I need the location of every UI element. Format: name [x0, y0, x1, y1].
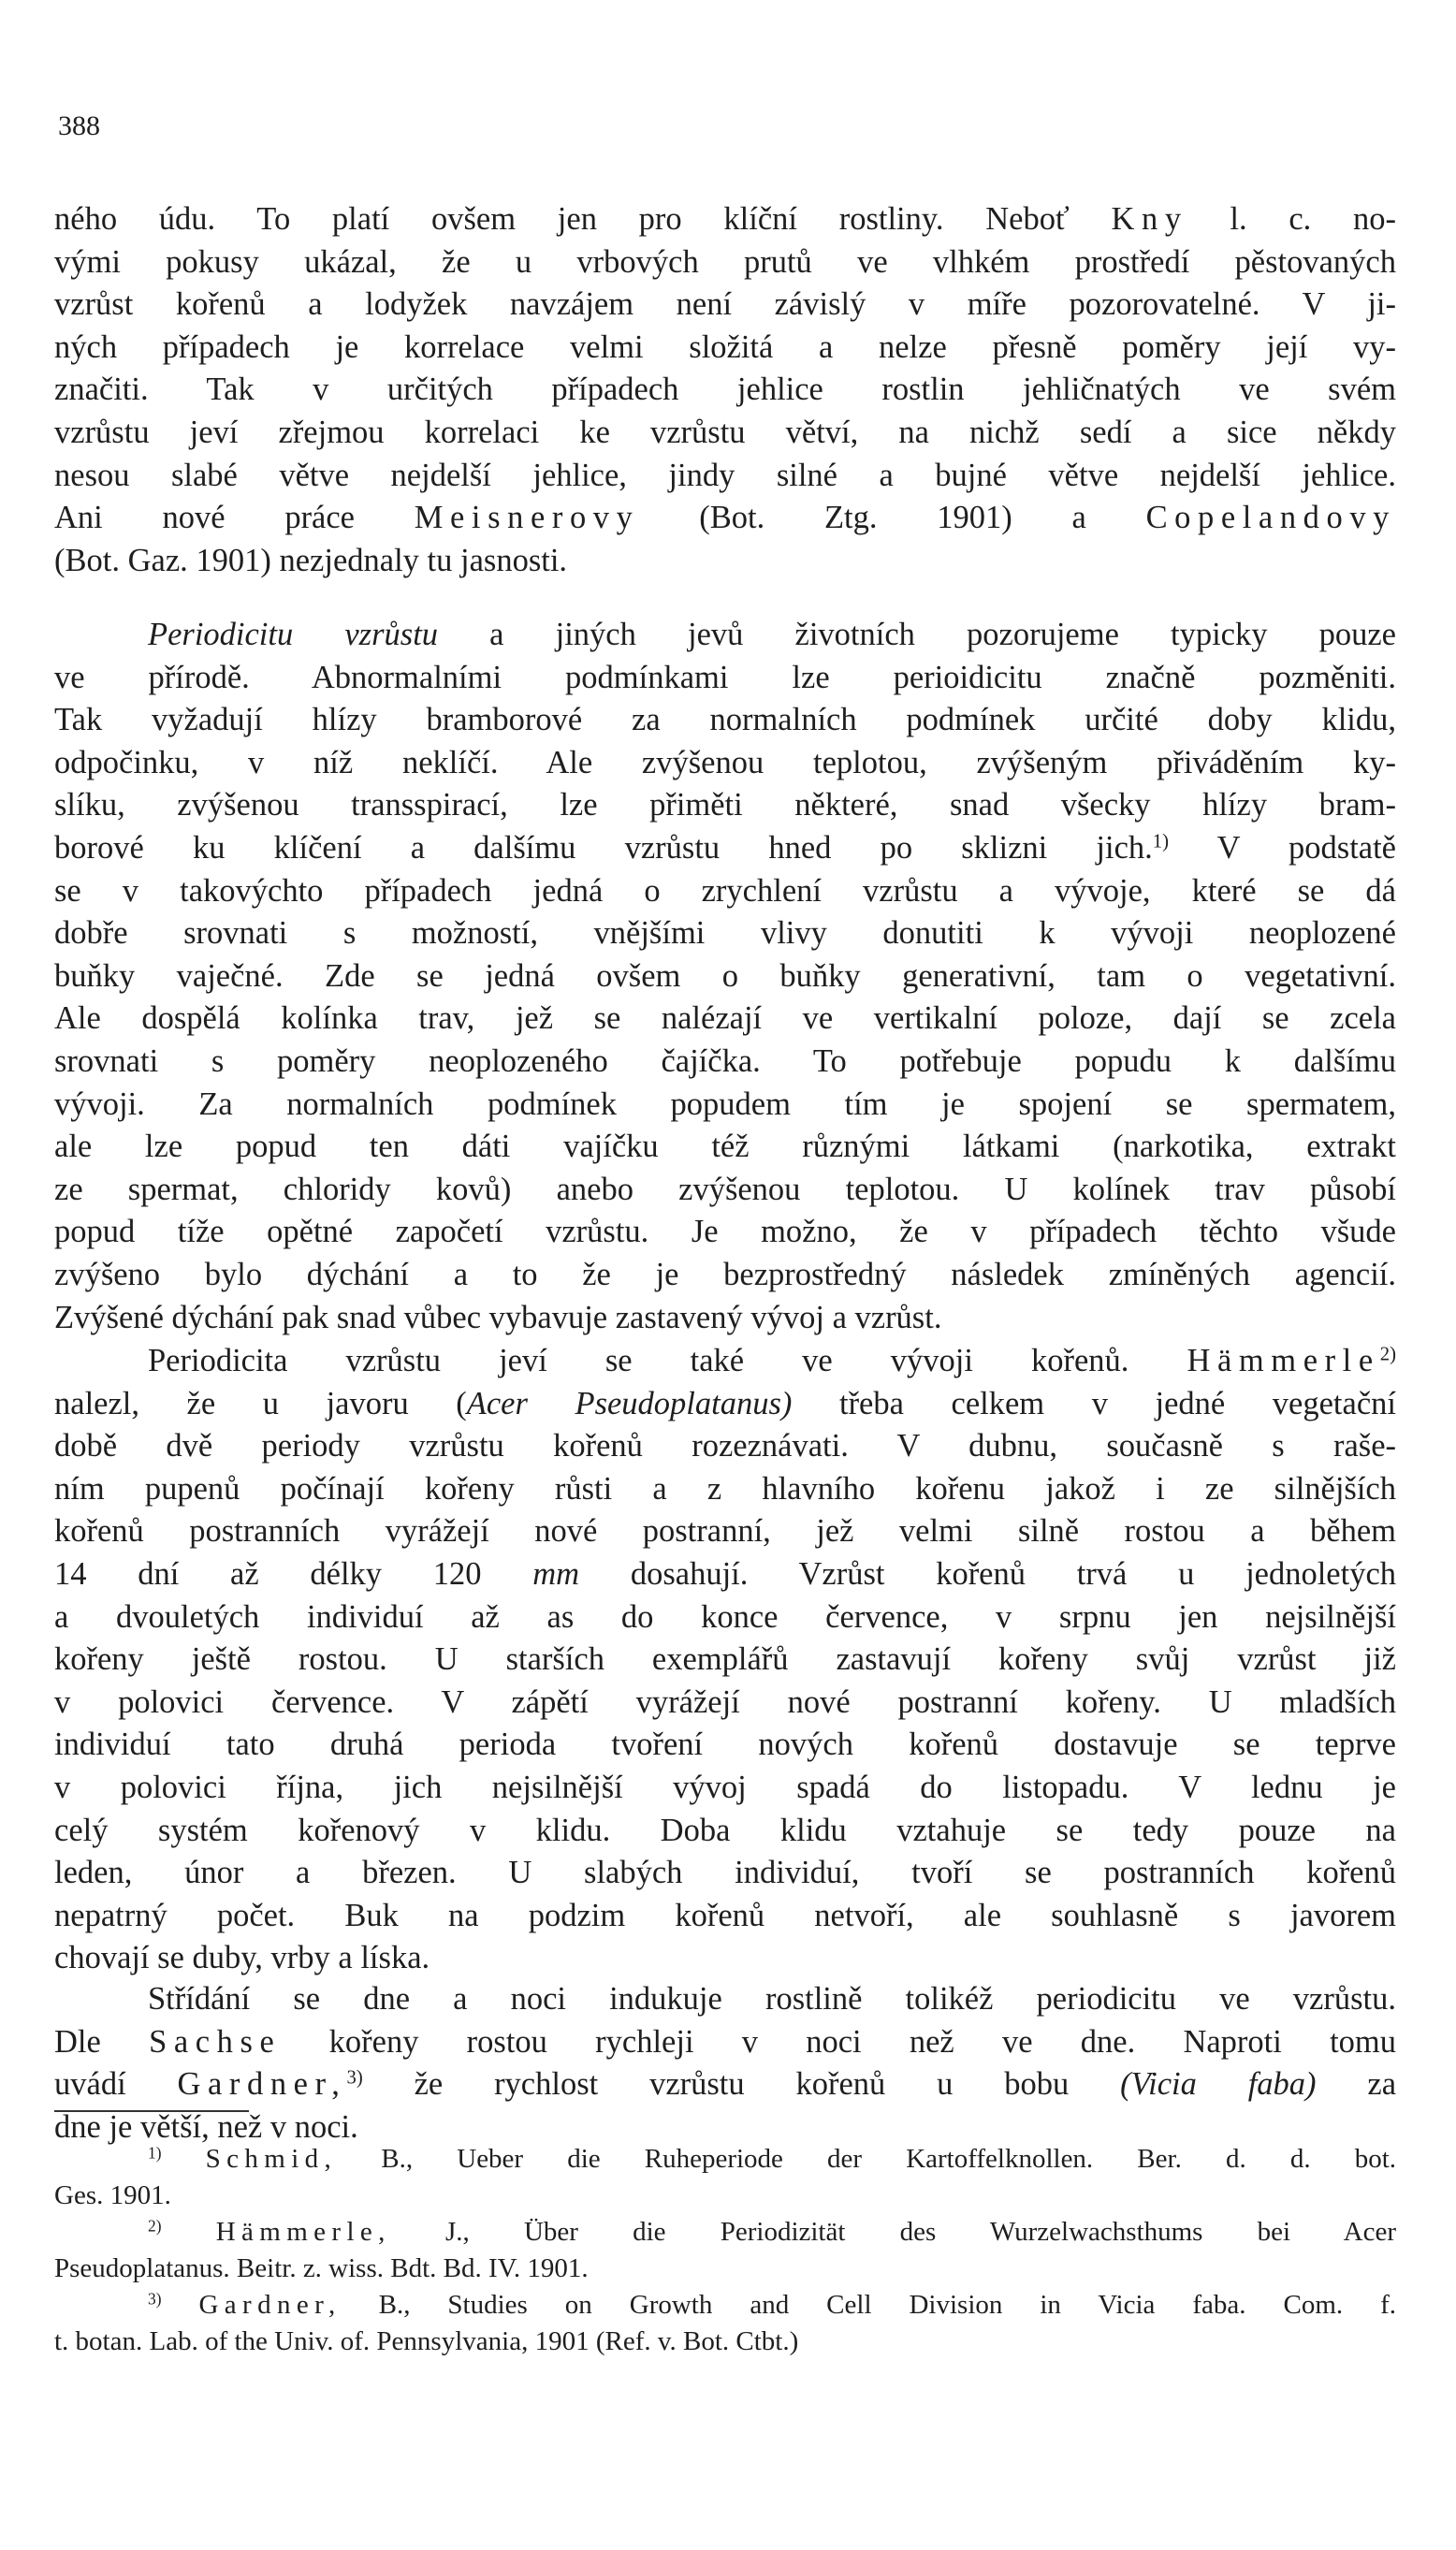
text-line: Ani nové práce Meisnerovy (Bot. Ztg. 1901) a Copelandovy	[54, 500, 1396, 536]
footnote-marker: 1)	[148, 2143, 162, 2163]
text-line: vzrůstu jeví zřejmou korrelaci ke vzrůstu větví, na nichž sedí a sice někdy	[54, 414, 1396, 450]
text-line: celý systém kořenový v klidu. Doba klidu vztahuje se tedy pouze na	[54, 1812, 1396, 1848]
footnote-marker: 3)	[148, 2289, 162, 2309]
text-line: buňky vaječné. Zde se jedná ovšem o buňky generativní, tam o vegetativní.	[54, 957, 1396, 994]
text-line: Zvýšené dýchání pak snad vůbec vybavuje zastavený vývoj a vzrůst.	[54, 1299, 942, 1335]
page-number: 388	[58, 110, 100, 141]
text-line: značiti. Tak v určitých případech jehlice rostlin jehličnatých ve svém	[54, 372, 1396, 408]
text-line: době dvě periody vzrůstu kořenů rozeznávati. V dubnu, současně s raše-	[54, 1428, 1396, 1464]
text-line: kořeny ještě rostou. U starších exemplářů zastavují kořeny svůj vzrůst již	[54, 1641, 1396, 1678]
text-line: ného údu. To platí ovšem jen pro klíční rostliny. Neboť Kny l. c. no-	[54, 201, 1396, 237]
author-name: Sachse	[149, 2023, 282, 2060]
text-line: 14 dní až délky 120 mm dosahují. Vzrůst kořenů trvá u jednoletých	[54, 1555, 1396, 1592]
text-line: Střídání se dne a noci indukuje rostlině tolikéž periodicitu ve vzrůstu.	[148, 1981, 1396, 2017]
author-name: Kny	[1111, 201, 1188, 237]
italic-term: Periodicitu vzrůstu	[148, 617, 439, 652]
author-name: Hämmerle	[1187, 1343, 1380, 1378]
text-line: zvýšeno bylo dýchání a to že je bezprostředný následek zmíněných agencií.	[54, 1256, 1396, 1292]
text-line: v polovici října, jich nejsilnější vývoj spadá do listopadu. V lednu je	[54, 1769, 1396, 1805]
paragraph-1	[54, 198, 1396, 582]
text-line: ných případech je korrelace velmi složitá a nelze přesně poměry její vy-	[54, 328, 1396, 365]
footnote-3: $^{3)}$ Gardner, B., Studies on Growth and Cell Division in Vicia faba. Com. f.	[148, 2289, 1396, 2320]
text-line: slíku, zvýšenou transspirací, lze přiměti některé, snad všecky hlízy bram-	[54, 787, 1396, 823]
footnote-ref: 3)	[346, 2067, 363, 2089]
footnote-2-cont: Pseudoplatanus. Beitr. z. wiss. Bdt. Bd. IV. 1901.	[54, 2253, 589, 2283]
text-line: nesou slabé větve nejdelší jehlice, jindy silné a bujné větve nejdelší jehlice.	[54, 457, 1396, 493]
footnote-2: $^{2)}$ Hämmerle, J., Über die Periodizität des Wurzelwachsthums bei Acer	[148, 2216, 1396, 2247]
text-line: Periodicita vzrůstu jeví se také ve vývoji kořenů. Hämmerle$^{2)}$	[148, 1343, 1396, 1378]
text-line: odpočinku, v níž neklíčí. Ale zvýšenou teplotou, zvýšeným přiváděním ky-	[54, 744, 1396, 780]
text-line: leden, únor a březen. U slabých individuí, tvoří se postranních kořenů	[54, 1855, 1396, 1891]
author-name: Schmid,	[205, 2144, 338, 2174]
text-line: ze spermat, chloridy kovů) anebo zvýšenou teplotou. U kolínek trav působí	[54, 1171, 1396, 1207]
footnote-divider	[54, 2110, 249, 2112]
footnotes	[54, 2141, 1396, 2360]
text-line: ve přírodě. Abnormalními podmínkami lze perioidicitu značně pozměniti.	[54, 659, 1396, 695]
text-line: uvádí Gardner,$^{3)}$ že rychlost vzrůstu kořenů u bobu (Vicia faba) za	[54, 2066, 1396, 2103]
text-line: chovají se duby, vrby a líska.	[54, 1940, 430, 1976]
text-line: vzrůst kořenů a lodyžek navzájem není závislý v míře pozorovatelné. V ji-	[54, 286, 1396, 323]
text-line: Periodicitu vzrůstu a jiných jevů životních pozorujeme typicky pouze	[148, 617, 1396, 652]
author-name: Gardner,	[198, 2290, 342, 2320]
text-line: nepatrný počet. Buk na podzim kořenů netvoří, ale souhlasně s javorem	[54, 1897, 1396, 1933]
paragraph-2	[54, 614, 1396, 1339]
text-line: Tak vyžadují hlízy bramborové za normalních podmínek určité doby klidu,	[54, 702, 1396, 738]
text-line: Dle Sachse kořeny rostou rychleji v noci než ve dne. Naproti tomu	[54, 2023, 1396, 2060]
author-name: Copelandovy	[1145, 500, 1396, 536]
author-name: Gardner,	[177, 2066, 347, 2103]
paragraph-4	[54, 1978, 1396, 2149]
footnote-1-cont: Ges. 1901.	[54, 2180, 171, 2210]
species-name: (Vicia faba)	[1120, 2066, 1317, 2103]
species-name: Acer Pseudoplatanus)	[466, 1385, 793, 1421]
text-line: ním pupenů počínají kořeny růsti a z hlavního kořenu jakož i ze silnějších	[54, 1470, 1396, 1507]
text-line: ale lze popud ten dáti vajíčku též různými látkami (narkotika, extrakt	[54, 1129, 1396, 1165]
text-line: individuí tato druhá perioda tvoření nových kořenů dostavuje se teprve	[54, 1727, 1396, 1763]
text-line: kořenů postranních vyrážejí nové postranní, jež velmi silně rostou a během	[54, 1513, 1396, 1550]
text-line: nalezl, že u javoru (Acer Pseudoplatanus) třeba celkem v jedné vegetační	[54, 1385, 1396, 1421]
footnote-ref: 2)	[1379, 1344, 1396, 1365]
text-line: borové ku klíčení a dalšímu vzrůstu hned po sklizni jich.$^{1)}$ V podstatě	[54, 829, 1396, 866]
unit-mm: mm	[532, 1555, 580, 1592]
text-line: a dvouletých individuí až as do konce července, v srpnu jen nejsilnější	[54, 1598, 1396, 1635]
author-name: Meisnerovy	[414, 500, 640, 536]
text-line: popud tíže opětné započetí vzrůstu. Je možno, že v případech těchto všude	[54, 1214, 1396, 1250]
text-line: srovnati s poměry neoplozeného čajíčka. To potřebuje popudu k dalšímu	[54, 1042, 1396, 1079]
text-line: v polovici července. V zápětí vyrážejí nové postranní kořeny. U mladších	[54, 1683, 1396, 1720]
text-line: Ale dospělá kolínka trav, jež se nalézají ve vertikalní poloze, dají se zcela	[54, 1000, 1396, 1037]
footnote-marker: 2)	[148, 2216, 162, 2236]
paragraph-3	[54, 1340, 1396, 1980]
text-line: vými pokusy ukázal, že u vrbových prutů ve vlhkém prostředí pěstovaných	[54, 243, 1396, 280]
footnote-1: $^{1)}$ Schmid, B., Ueber die Ruheperiode der Kartoffelknollen. Ber. d. d. bot.	[148, 2143, 1396, 2174]
text-line: se v takovýchto případech jedná o zrychlení vzrůstu a vývoje, které se dá	[54, 872, 1396, 909]
text-line: vývoji. Za normalních podmínek popudem tím je spojení se spermatem,	[54, 1086, 1396, 1122]
text-line: (Bot. Gaz. 1901) nezjednaly tu jasnosti.	[54, 542, 568, 578]
text-line: dobře srovnati s možností, vnějšími vlivy donutiti k vývoji neoplozené	[54, 915, 1396, 952]
author-name: Hämmerle,	[215, 2217, 391, 2247]
footnote-3-cont: t. botan. Lab. of the Univ. of. Pennsylvania, 1901 (Ref. v. Bot. Ctbt.)	[54, 2326, 799, 2356]
footnote-ref: 1)	[1152, 831, 1169, 852]
text-line: dne je větší, než v noci.	[54, 2108, 358, 2145]
